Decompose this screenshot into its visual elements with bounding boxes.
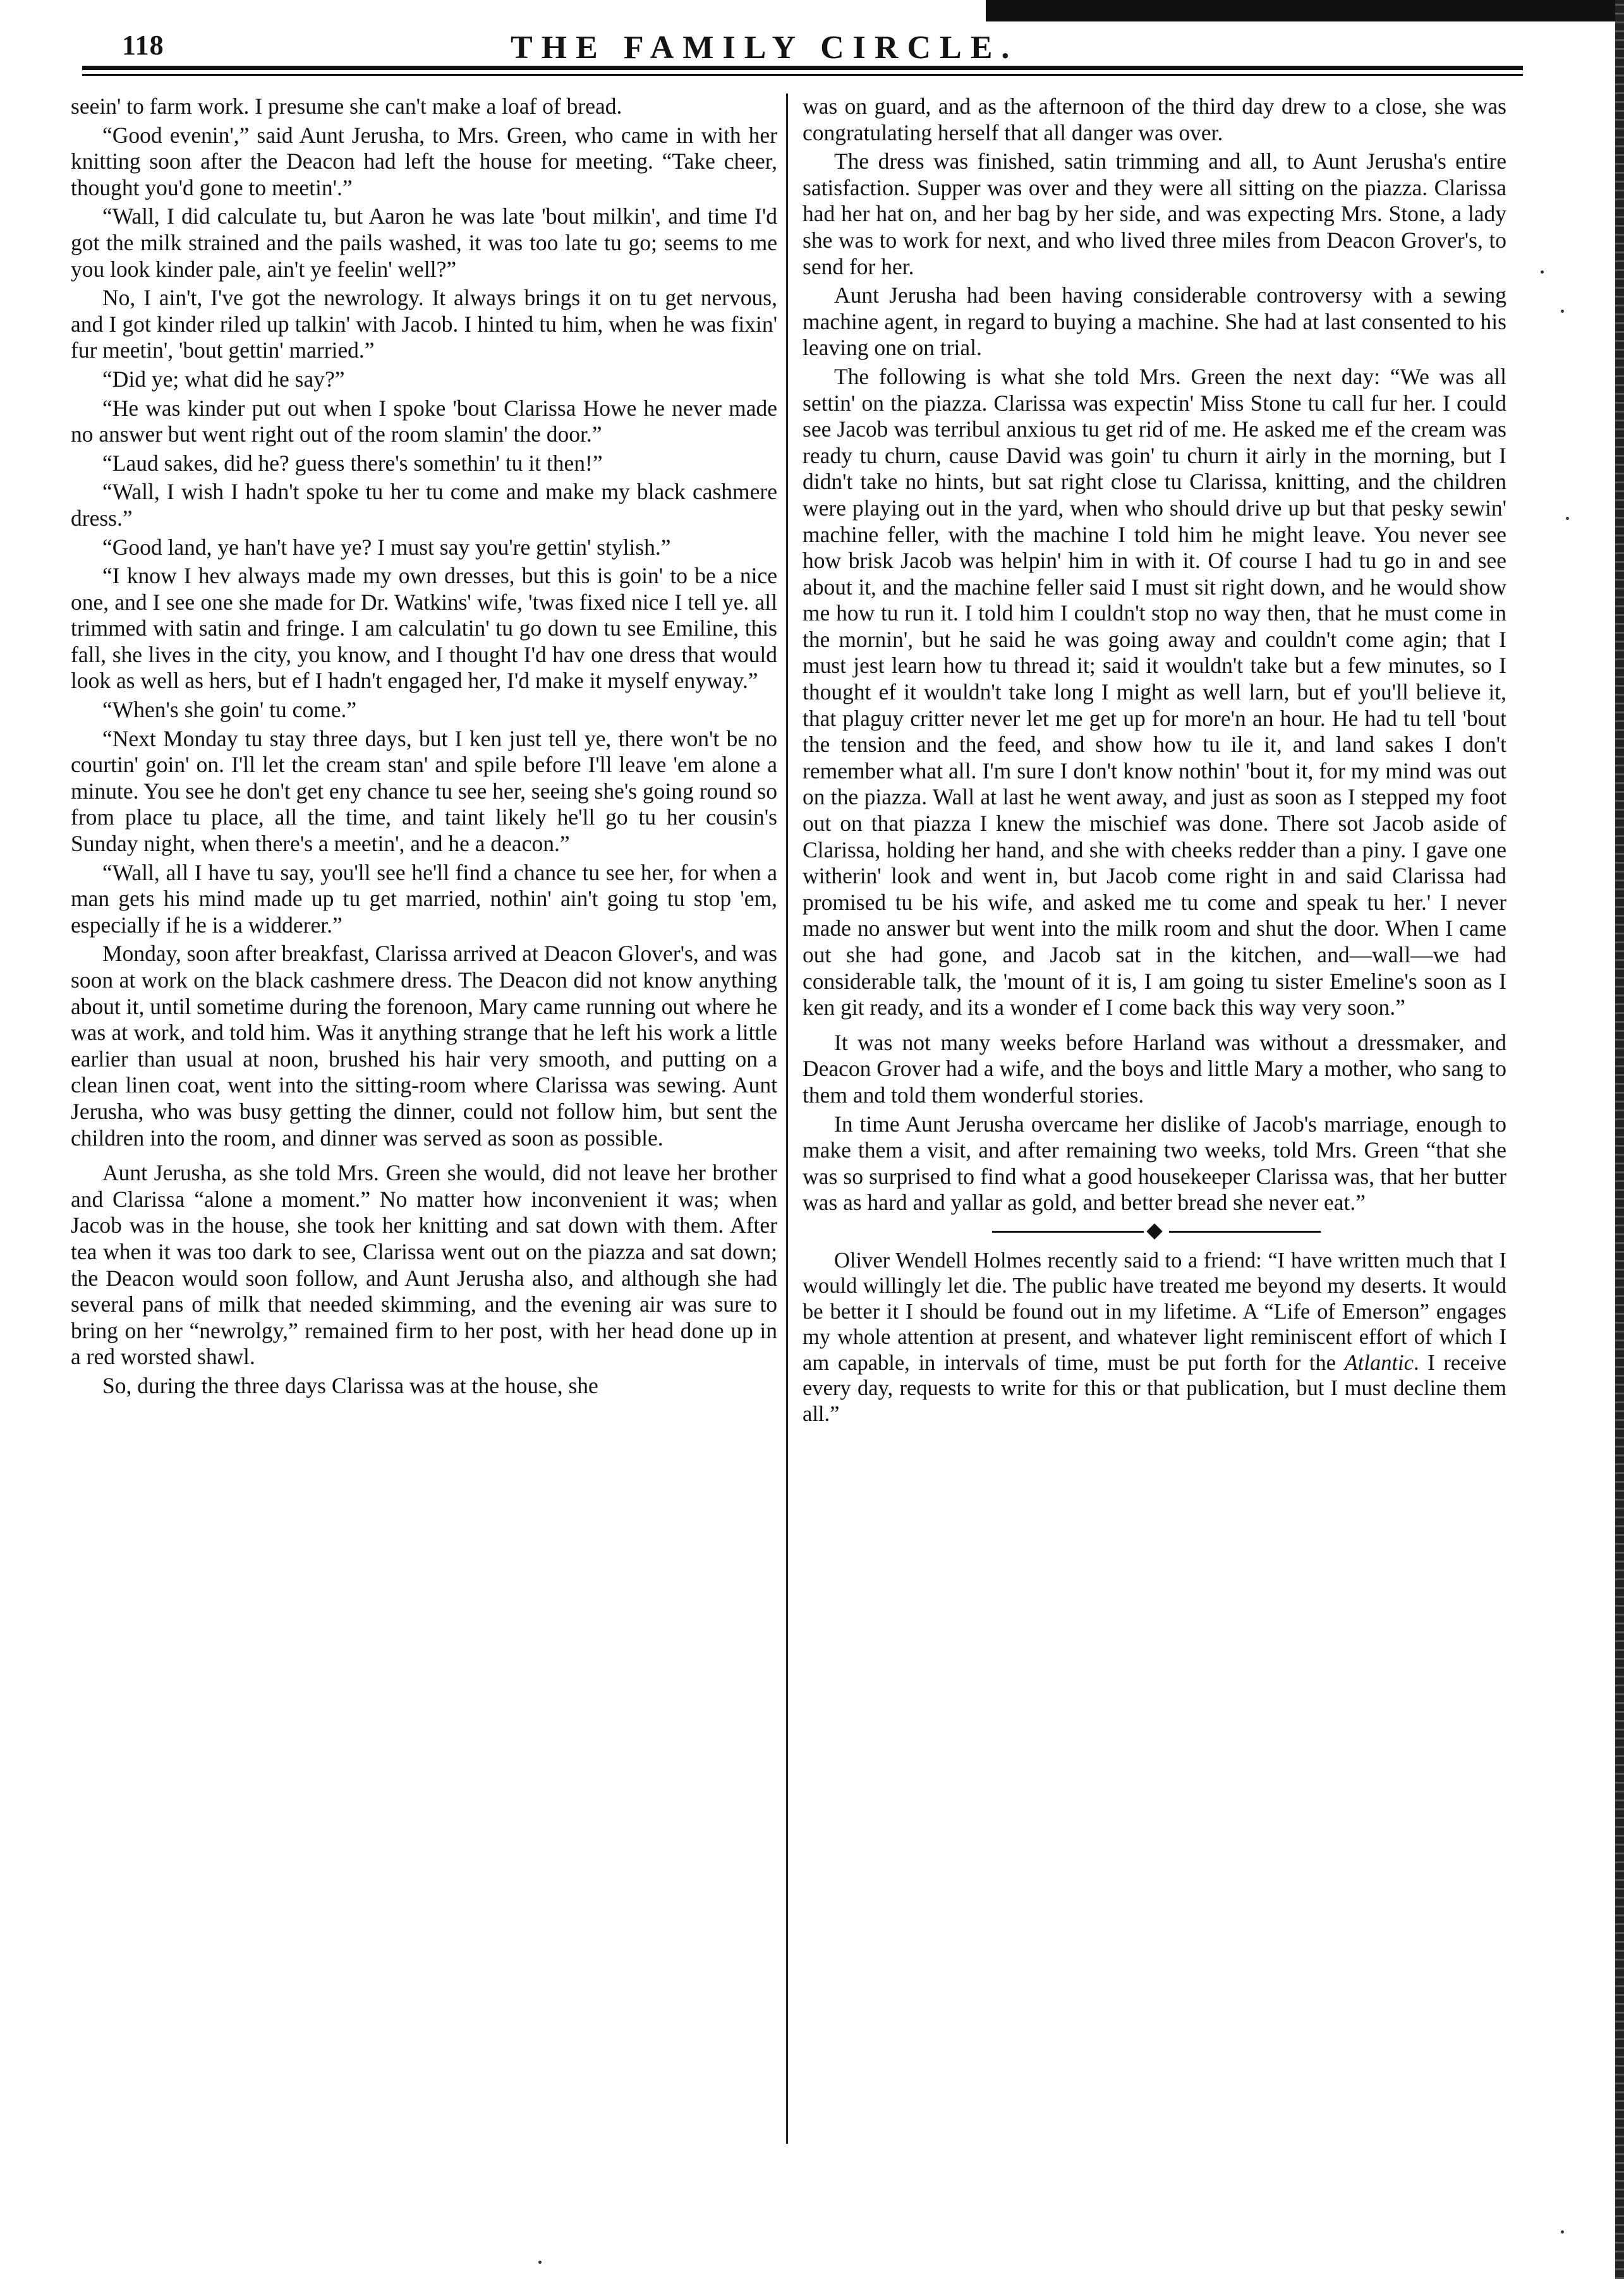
atlantic-title: Atlantic — [1344, 1350, 1414, 1375]
paragraph: “Good evenin',” said Aunt Jerusha, to Mrs. Green, who came in with her knitting soon after the Deacon had left the house for meeting. “Take cheer, thought you'd gone to meetin'.” — [71, 122, 777, 200]
page-header — [75, 18, 1522, 81]
print-speck — [1561, 310, 1564, 313]
paragraph: Monday, soon after breakfast, Clarissa arrived at Deacon Glover's, and was soon at work on the black cashmere dress. The Deacon did not know anything about it, until sometime during the forenoon, Mary came running out where he was at work, and told him. Was it anything strange that he left his work a little earlier than usual at noon, brushed his hair very smooth, and putting on a clean linen coat, went into the sitting-room where Clarissa was sewing. Aunt Jerusha, who was busy getting the dinner, could not follow him, but sent the children into the room, and dinner was served as soon as possible. — [71, 941, 777, 1151]
paragraph: Aunt Jerusha, as she told Mrs. Green she would, did not leave her brother and Clarissa “alone a moment.” No matter how inconvenient it was; when Jacob was in the house, she took her knitting and sat down with them. After tea when it was too dark to see, Clarissa went out on the piazza and sat down; the Deacon would soon follow, and Aunt Jerusha also, and although she had several pans of milk that needed skimming, and the evening air was sure to bring on her “newrolgy,” remained firm to her post, with her head done up in a red worsted shawl. — [71, 1160, 777, 1370]
holmes-text-start: Oliver Wendell Holmes recently said to a friend: “I have written much that I would willingly let die. The public have treated me beyond my deserts. It would be better it I should be found out in my lifetime. A “Life of Emerson” engages my whole attention at present, and whatever light reminiscent effort of which I am capable, in intervals of time, must be put forth for the — [803, 1248, 1506, 1375]
left-column — [71, 94, 777, 1402]
paragraph: In time Aunt Jerusha overcame her dislike of Jacob's marriage, enough to make them a visit, and after remaining two weeks, told Mrs. Green “that she was so surprised to find what a good housekeeper Clarissa was, that her butter was as hard and yallar as gold, and better bread she never eat.” — [803, 1111, 1506, 1216]
paragraph: The following is what she told Mrs. Green the next day: “We was all settin' on the piazza. Clarissa was expectin' Miss Stone tu call fur her. I could see Jacob was terribul anxious tu get rid of me. He asked me ef the cream was ready tu churn, cause David was goin' tu churn it airly in the morning, but I didn't take no hints, but sat right close tu Clarissa, knitting, and the children were playing out in the yard, when who should drive up but that pesky sewin' machine feller, with the machine I told him he might leave. You never see how brisk Jacob was helpin' him in with it. Of course I had tu go in and see about it, and the machine feller said I must sit right down, and he would show me how tu run it. I told him I couldn't stop no way then, that he must come in the mornin', but he said he was going away and couldn't come agin; that I must jest learn how tu thread it; said it wouldn't take but a few minutes, so I thought ef it wouldn't take long I might as well larn, but ef you'll believe it, that plaguy critter never let me get up for more'n an hour. He had tu tell 'bout the tension and the feed, and show how tu ile it, and land sakes I don't remember what all. I'm sure I don't know nothin' 'bout it, for my mind was out on the piazza. Wall at last he went away, and just as soon as I stepped my foot out on that piazza I knew the mischief was done. There sot Jacob aside of Clarissa, holding her hand, and she with cheeks redder than a piny. I gave one witherin' look and went in, but Jacob come right in and said Clarissa had promised tu be his wife, and asked me tu come and speak tu her.' I never made no answer but went into the milk room and shut the door. When I came out she had gone, and Jacob sat in the kitchen, and—wall—we had considerable talk, the 'mount of it is, I am going tu sister Emeline's soon as I ken git ready, and its a wonder ef I come back this way very soon.” — [803, 363, 1506, 1020]
masthead-title: THE FAMILY CIRCLE. — [511, 30, 1019, 66]
print-speck — [1561, 2230, 1564, 2234]
paragraph: “Laud sakes, did he? guess there's somethin' tu it then!” — [102, 450, 603, 476]
header-rule-thick — [82, 66, 1523, 70]
ornament-line — [992, 1231, 1144, 1233]
paragraph: seein' to farm work. I presume she can't make a loaf of bread. — [71, 94, 622, 119]
paragraph: Aunt Jerusha had been having considerable controversy with a sewing machine agent, in regard to buying a machine. She had at last consented to his leaving one on trial. — [803, 282, 1506, 361]
paragraph: “Good land, ye han't have ye? I must say you're gettin' stylish.” — [102, 534, 671, 560]
print-speck — [1541, 270, 1544, 274]
ornament-line — [1169, 1231, 1321, 1233]
paragraph: “Wall, all I have tu say, you'll see he'll find a chance tu see her, for when a man gets his mind made up tu get married, nothin' ain't going tu stop 'em, especially if he is a widderer.” — [71, 859, 777, 938]
paragraph: No, I ain't, I've got the newrology. It always brings it on tu get nervous, and I got kinder riled up talkin' with Jacob. I hinted tu him, when he was fixin' fur meetin', 'bout gettin' married.” — [71, 285, 777, 363]
paragraph: “Wall, I did calculate tu, but Aaron he was late 'bout milkin', and time I'd got the milk strained and the pails washed, it was too late tu go; seems to me you look kinder pale, ain't ye feelin' well?” — [71, 203, 777, 282]
paragraph: So, during the three days Clarissa was at the house, she — [102, 1372, 598, 1398]
holmes-paragraph — [803, 1248, 1506, 1427]
paragraph: “Wall, I wish I hadn't spoke tu her tu come and make my black cashmere dress.” — [71, 479, 777, 531]
paragraph: The dress was finished, satin trimming and all, to Aunt Jerusha's entire satisfaction. Supper was over and they were all sitting on the piazza. Clarissa had her hat on, and her bag by her side, and was expecting Mrs. Stone, a lady she was to work for next, and who lived three miles from Deacon Grover's, to send for her. — [803, 148, 1506, 279]
paragraph: “Did ye; what did he say?” — [102, 366, 345, 392]
section-ornament-rule — [803, 1221, 1506, 1243]
column-divider — [786, 94, 788, 2144]
print-speck — [1566, 517, 1569, 520]
page-number: 118 — [122, 30, 164, 61]
paragraph: “When's she goin' tu come.” — [102, 697, 357, 723]
paragraph: “Next Monday tu stay three days, but I ken just tell ye, there won't be no courtin' goin' on. I'll let the cream stan' and spile before I'll leave 'em alone a minute. You see he don't get eny chance tu see her, seeing she's going round so from place tu place, all the time, and taint likely he'll go tu her cousin's Sunday night, when there's a meetin', and he a deacon.” — [71, 725, 777, 857]
paragraph: “I know I hev always made my own dresses, but this is goin' to be a nice one, and I see one she made for Dr. Watkins' wife, 'twas fixed nice I tell ye. all trimmed with satin and fringe. I am calculatin' tu go down tu see Emiline, this fall, she lives in the city, you know, and I thought I'd hav one dress that would look as well as hers, but ef I hadn't engaged her, I'd make it myself enyway.” — [71, 563, 777, 694]
scan-edge — [1615, 0, 1624, 2279]
paragraph: “He was kinder put out when I spoke 'bout Clarissa Howe he never made no answer but went right out of the room slamin' the door.” — [71, 395, 777, 447]
paragraph: was on guard, and as the afternoon of the third day drew to a close, she was congratulating herself that all danger was over. — [803, 94, 1506, 145]
paragraph: It was not many weeks before Harland was without a dressmaker, and Deacon Grover had a wife, and the boys and little Mary a mother, who sang to them and told them wonderful stories. — [803, 1029, 1506, 1108]
print-speck — [538, 2261, 542, 2264]
right-column — [803, 94, 1506, 1429]
holmes-text-end: . I receive every day, requests to write for this or that publication, but I must decline them all.” — [803, 1350, 1506, 1426]
ornament-diamond-icon — [1146, 1223, 1162, 1239]
header-rule-thin — [82, 74, 1523, 76]
